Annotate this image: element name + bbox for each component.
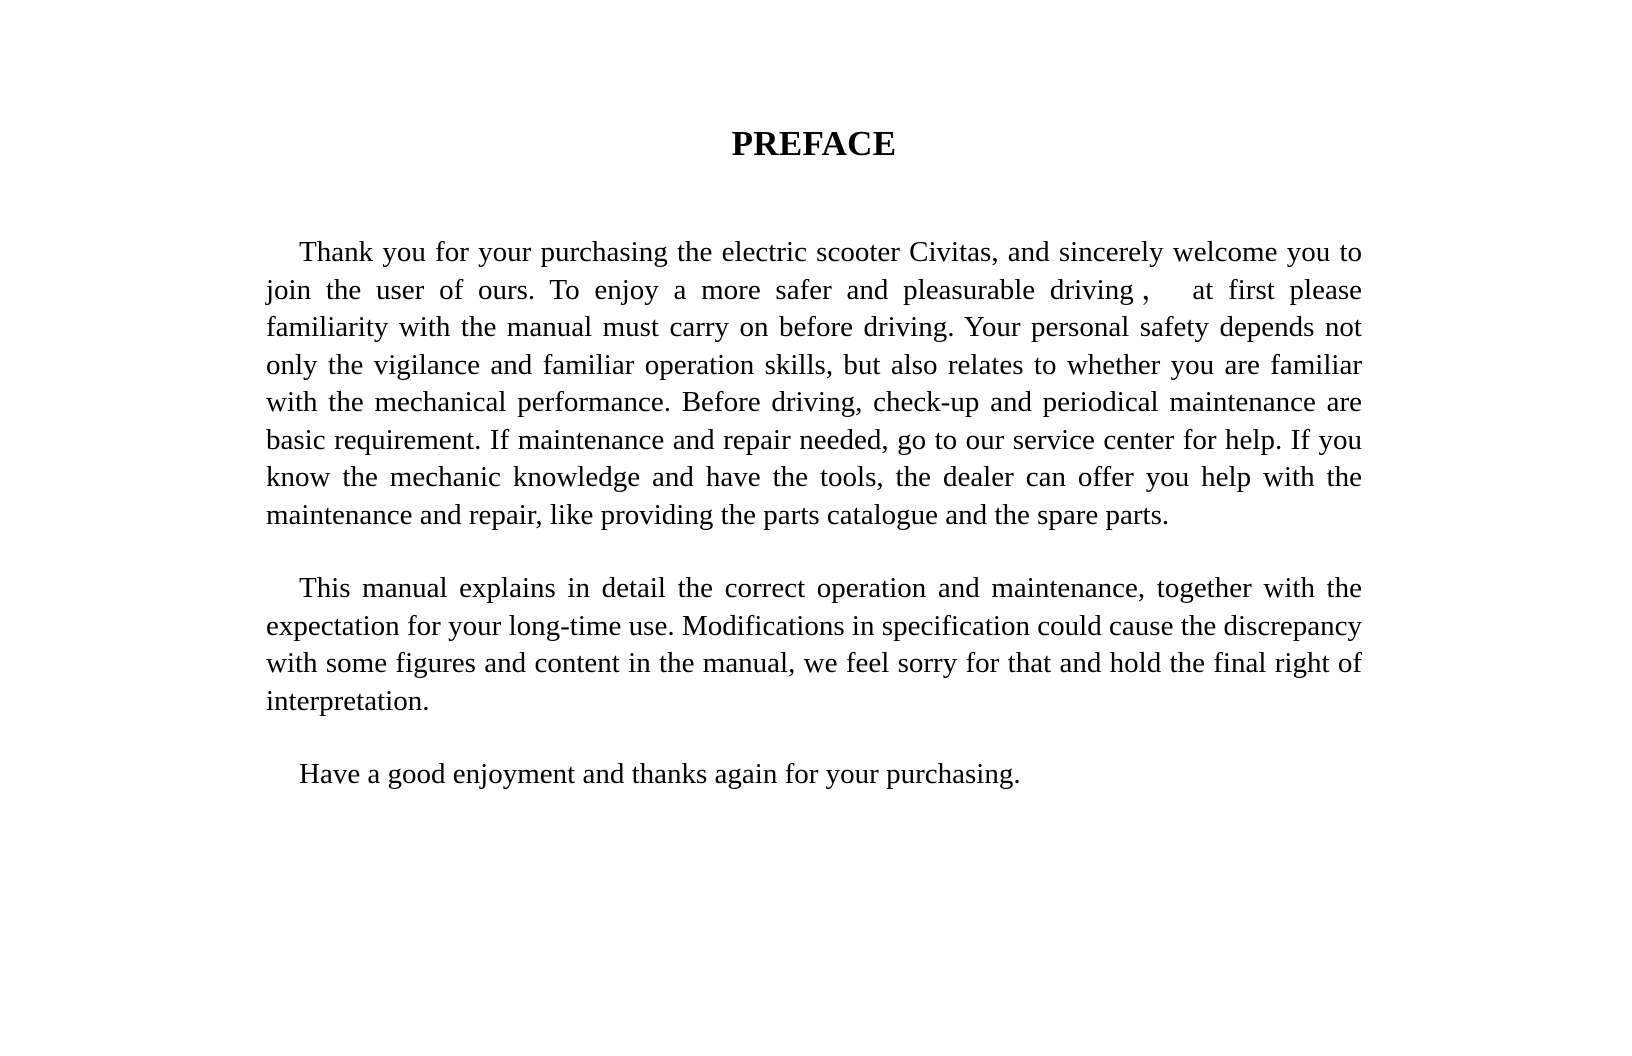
paragraph-manual: This manual explains in detail the correct operation and maintenance, together with the expectation for your long-time use. Modifications in specification could cause the discrepancy with some figures and content in the manual, we feel sorry for that and hold the final right of interpretation. xyxy=(266,572,1362,717)
page-title: PREFACE xyxy=(731,124,897,163)
paragraph-closing: Have a good enjoyment and thanks again for your purchasing. xyxy=(299,758,1021,790)
paragraph-intro: Thank you for your purchasing the electric scooter Civitas, and sincerely welcome you to join the user of ours. To enjoy a more safer and pleasurable driving， at first please familiarity with the manual must carry on before driving. Your personal safety depends not only the vigilance and familiar operation skills, but also relates to whether you are familiar with the mechanical performance. Before driving, check-up and periodical maintenance are basic requirement. If maintenance and repair needed, go to our service center for help. If you know the mechanic knowledge and have the tools, the dealer can offer you help with the maintenance and repair, like providing the parts catalogue and the spare parts. xyxy=(266,236,1362,531)
preface-content xyxy=(266,118,1362,830)
